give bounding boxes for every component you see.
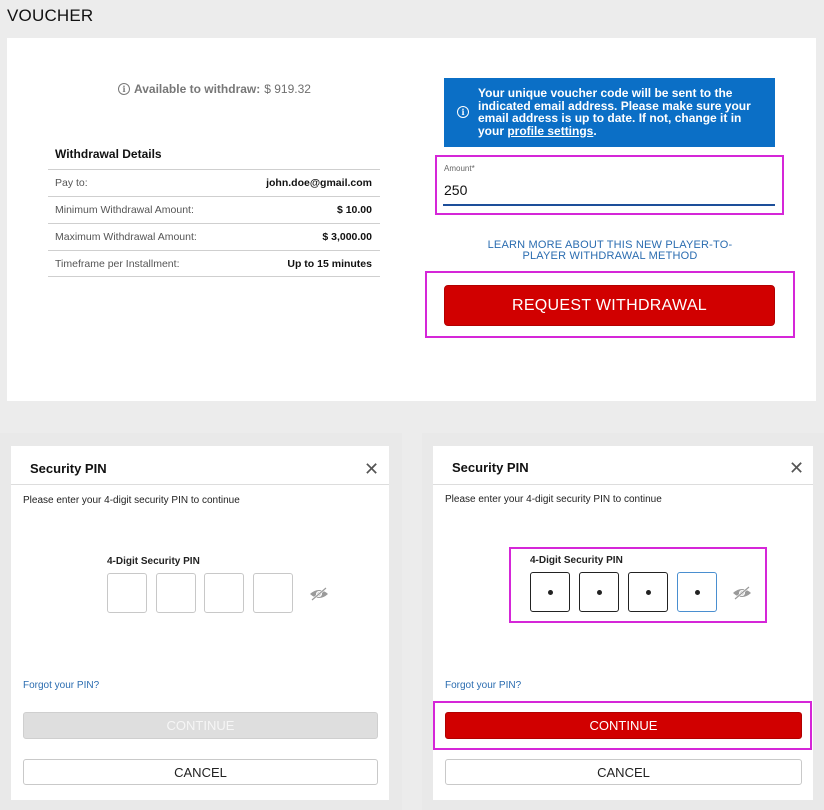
profile-settings-link[interactable]: profile settings <box>507 123 594 138</box>
pin-digit-1[interactable] <box>107 573 147 613</box>
modal-description: Please enter your 4-digit security PIN to continue <box>23 495 240 506</box>
voucher-info-banner <box>444 78 775 147</box>
amount-label: Amount* <box>444 164 475 173</box>
table-row <box>48 169 380 196</box>
banner-suffix: . <box>593 123 597 138</box>
modal-divider <box>11 484 389 485</box>
pin-digit-2[interactable] <box>579 572 619 612</box>
pin-digit-1[interactable] <box>530 572 570 612</box>
pin-dot <box>646 590 651 595</box>
forgot-pin-link[interactable]: Forgot your PIN? <box>445 680 522 691</box>
pin-digit-4[interactable] <box>253 573 293 613</box>
pin-digit-2[interactable] <box>156 573 196 613</box>
modal-divider <box>433 484 813 485</box>
continue-button[interactable]: CONTINUE <box>445 712 802 739</box>
amount-underline <box>443 204 775 206</box>
cancel-button[interactable]: CANCEL <box>445 759 802 785</box>
eye-slash-icon[interactable] <box>732 586 752 600</box>
row-value: $ 3,000.00 <box>322 231 372 243</box>
table-row <box>48 250 380 277</box>
info-icon: i <box>118 83 130 95</box>
withdrawal-details-table <box>48 169 380 277</box>
pin-dot <box>597 590 602 595</box>
withdrawal-details-heading: Withdrawal Details <box>55 147 162 161</box>
row-label: Pay to: <box>55 177 88 189</box>
request-withdrawal-button[interactable]: REQUEST WITHDRAWAL <box>444 285 775 326</box>
row-value: $ 10.00 <box>336 204 372 216</box>
row-label: Maximum Withdrawal Amount: <box>55 231 197 243</box>
forgot-pin-link[interactable]: Forgot your PIN? <box>23 680 100 691</box>
banner-text: Your unique voucher code will be sent to the indicated email address. Please make sure your email address is up to date. If not, change it in your <box>478 86 751 138</box>
close-icon[interactable]: ✕ <box>789 458 805 478</box>
pin-label: 4-Digit Security PIN <box>530 555 623 566</box>
learn-more-line2: PLAYER WITHDRAWAL METHOD <box>522 250 698 262</box>
pin-dot <box>548 590 553 595</box>
cancel-button[interactable]: CANCEL <box>23 759 378 785</box>
amount-highlight <box>435 155 784 215</box>
pin-dot <box>695 590 700 595</box>
row-value: Up to 15 minutes <box>287 257 372 270</box>
pin-digit-3[interactable] <box>628 572 668 612</box>
eye-slash-icon[interactable] <box>309 587 329 601</box>
available-amount: $ 919.32 <box>264 82 311 96</box>
learn-more-link[interactable] <box>470 240 750 262</box>
modal-title: Security PIN <box>30 461 107 476</box>
table-row <box>48 196 380 223</box>
amount-input[interactable]: 250 <box>444 182 468 198</box>
pin-digit-3[interactable] <box>204 573 244 613</box>
learn-more-line1: LEARN MORE ABOUT THIS NEW PLAYER-TO- <box>487 239 733 251</box>
pin-label: 4-Digit Security PIN <box>107 556 200 567</box>
row-label: Timeframe per Installment: <box>55 257 180 270</box>
close-icon[interactable]: ✕ <box>364 459 380 479</box>
available-balance <box>118 82 311 96</box>
modal-title: Security PIN <box>452 460 529 475</box>
page-title: VOUCHER <box>7 6 94 25</box>
row-label: Minimum Withdrawal Amount: <box>55 204 194 216</box>
row-value: john.doe@gmail.com <box>266 177 372 189</box>
available-label: Available to withdraw: <box>134 82 261 96</box>
table-row <box>48 223 380 250</box>
modal-description: Please enter your 4-digit security PIN to continue <box>445 494 662 505</box>
continue-button-disabled[interactable]: CONTINUE <box>23 712 378 739</box>
info-icon: i <box>457 106 469 118</box>
pin-digit-4[interactable] <box>677 572 717 612</box>
